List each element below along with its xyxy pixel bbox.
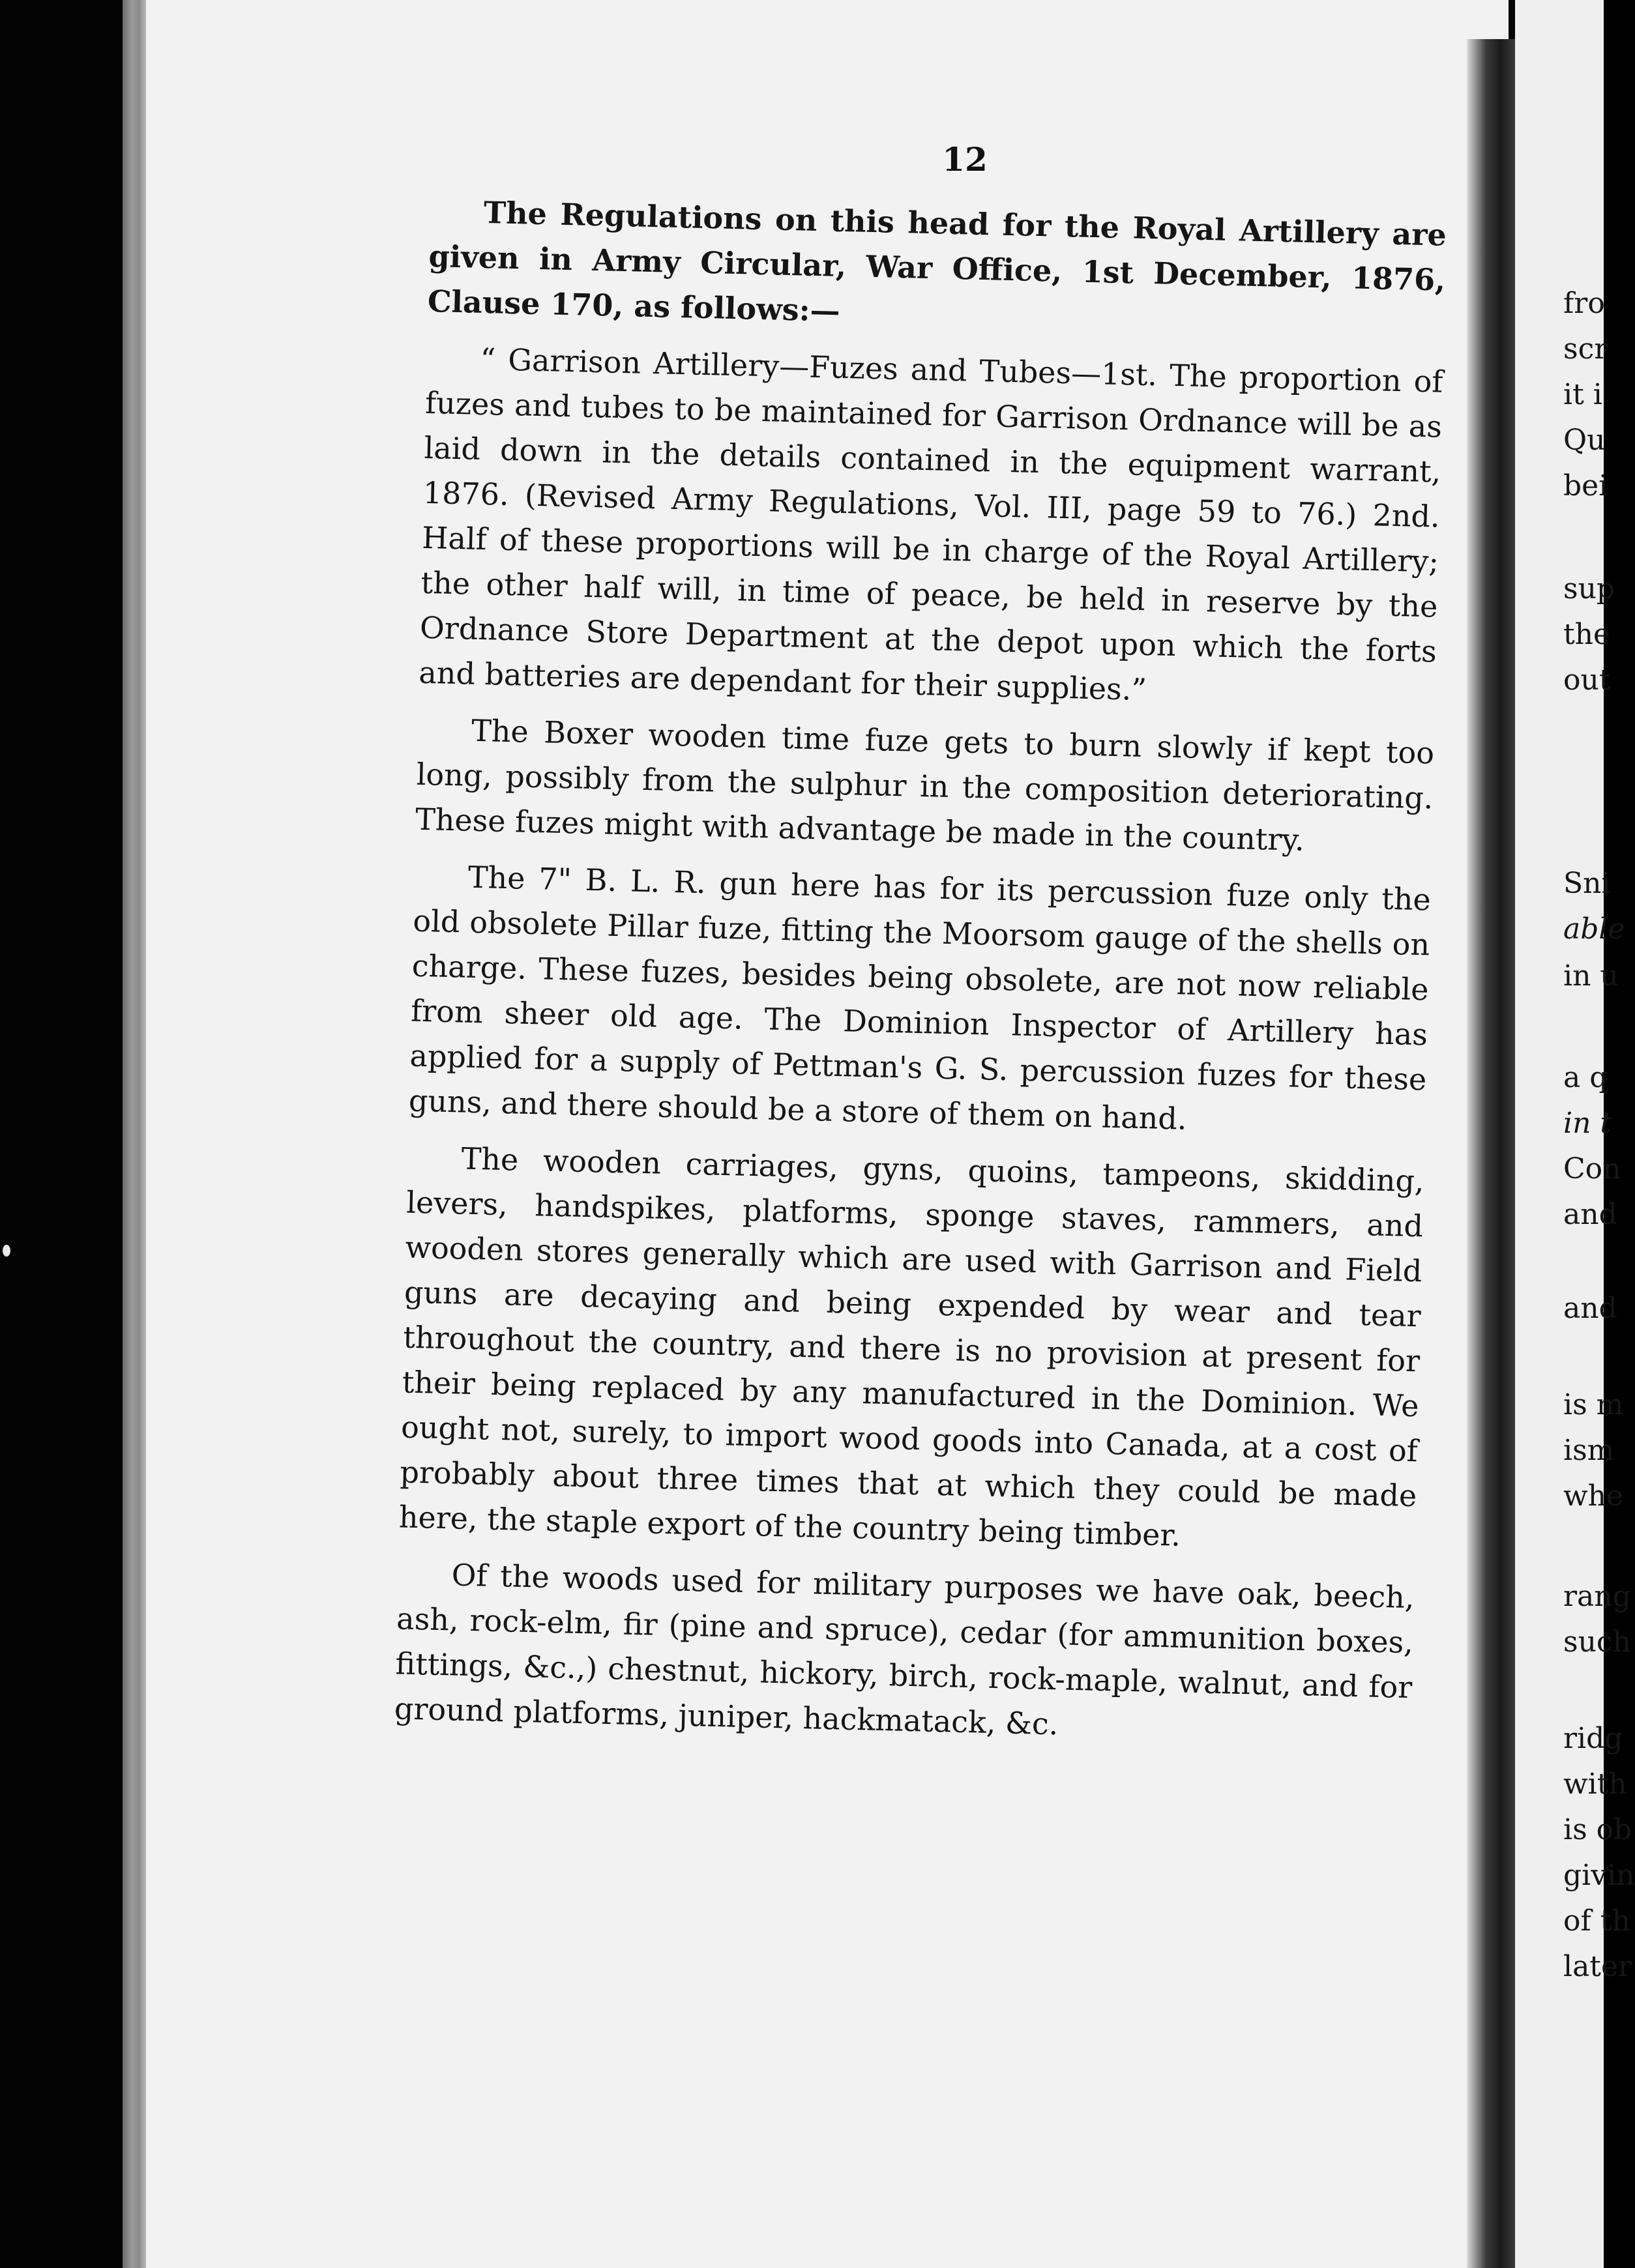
paragraph-garrison-quote: “ Garrison Artillery—Fuzes and Tubes—1st. The proportion of fuzes and tubes to be maintained for Garrison Ordnance will be as laid down in the details contained in the equipment warrant, 1876. (Revised Army Regulations, Vol. III, page 59 to 76.) 2nd. Half of these proportions will be in charge of the Royal Artillery; the other half will, in time of peace, be held in reserve by the Ordnance Store Department at the depot upon which the forts and batteries are dependant for their supplies.” (418, 341, 1444, 708)
next-page-fragment: the (1563, 618, 1611, 651)
next-page-fragment: scr (1563, 332, 1608, 366)
paragraph-wooden-carriages: The wooden carriages, gyns, quoins, tampeons, skidding, levers, handspikes, platforms, sponge staves, rammers, and wooden stores generally which are used with Garrison and Field guns are decaying and being expended by wear and tear throughout the country, and there is no provision at present for their being replaced by any manufactured in the Dominion. We ought not, surely, to import wood goods into Canada, at a cost of probably about three times that at which they could be made here, the staple export of the country being timber. (398, 1141, 1425, 1553)
book-gutter (1467, 39, 1515, 2268)
next-page-fragment: out (1563, 663, 1611, 697)
next-page-fragment: whe (1563, 1479, 1624, 1513)
next-page-fragment: ridg (1563, 1722, 1623, 1755)
next-page-fragment: is m (1563, 1388, 1624, 1421)
next-page-fragment: rang (1563, 1580, 1631, 1613)
next-page-fragment: in u (1563, 959, 1619, 993)
paragraph-blr-gun: The 7" B. L. R. gun here has for its percussion fuze only the old obsolete Pillar fuze, fitting the Moorsom gauge of the shells on charge. These fuzes, besides being obsolete, are not now reliable from sheer old age. The Dominion Inspector of Artillery has applied for a supply of Pettman's G. S. percussion fuzes for these guns, and there should be a store of them on hand. (408, 859, 1432, 1137)
paragraph-woods: Of the woods used for military purposes we have oak, beech, ash, rock-elm, fir (pine and spruce), cedar (for ammunition boxes, fittings, &c.,) chestnut, hickory, birch, rock-maple, walnut, and for ground platforms, juniper, hackmatack, &c. (394, 1557, 1415, 1742)
next-page-fragment: it i (1563, 378, 1602, 411)
next-page-fragment: a q (1563, 1061, 1608, 1094)
next-page-fragment: Qu (1563, 424, 1606, 457)
next-page-fragment: and (1563, 1198, 1617, 1231)
next-page-fragment: givin (1563, 1859, 1635, 1892)
next-page-fragment: bei (1563, 469, 1608, 502)
next-page-fragment: ism (1563, 1434, 1615, 1467)
next-page-fragment: able (1563, 912, 1625, 946)
paragraph-boxer-fuze: The Boxer wooden time fuze gets to burn slowly if kept too long, possibly from the sulphur in the composition deteriorating. These fuzes might with advantage be made in the country. (415, 712, 1435, 858)
next-page-fragment: later (1563, 1950, 1632, 1983)
scan-speck (3, 1245, 10, 1257)
page-number: 12 (942, 140, 988, 179)
next-page-fragment: such (1563, 1625, 1631, 1659)
scan-border (0, 0, 124, 2268)
next-page-fragment: Con (1563, 1152, 1621, 1185)
next-page-fragment: fro (1563, 287, 1605, 320)
next-page-fragment: with (1563, 1767, 1627, 1801)
next-page-fragment: in t (1563, 1107, 1612, 1140)
page-body (394, 189, 1447, 1767)
page-edge (123, 0, 146, 2268)
next-page-fragment: sup (1563, 572, 1615, 605)
next-page-fragment: Sni (1563, 867, 1611, 900)
next-page-fragment: and (1563, 1292, 1617, 1325)
next-page-fragment: of th (1563, 1904, 1630, 1938)
paragraph-regulations: The Regulations on this head for the Royal Artillery are given in Army Circular, War Office, 1st December, 1876, Clause 170, as follows:— (427, 194, 1447, 328)
next-page-fragment: is ob (1563, 1813, 1632, 1846)
